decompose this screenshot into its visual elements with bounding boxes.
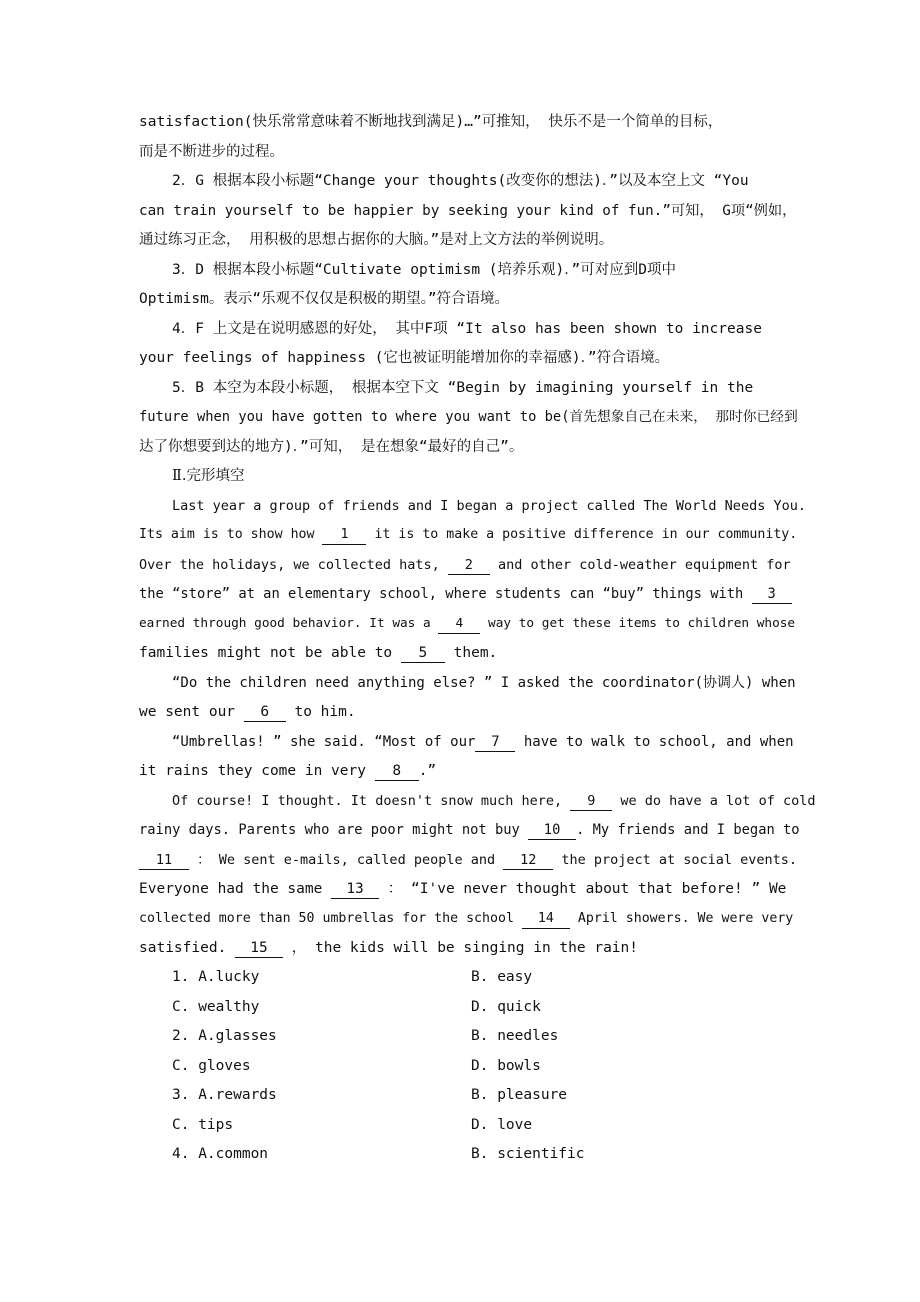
section-title: Ⅱ.完形填空 bbox=[172, 468, 245, 484]
passage-text: satisfied. bbox=[139, 940, 236, 956]
passage-line-1: Last year a group of friends and I began a project called The World Needs You. bbox=[172, 498, 806, 514]
blank-9: 9 bbox=[570, 792, 612, 811]
passage-line-6 bbox=[139, 643, 799, 663]
answer-4-line-1: 4．F 上文是在说明感恩的好处， 其中F项 “It also has been shown to increase bbox=[172, 321, 762, 337]
option-4a: 4. A.common bbox=[172, 1146, 269, 1162]
passage-text: have to walk to school, and when bbox=[515, 734, 794, 750]
passage-text: it rains they come in very bbox=[139, 763, 375, 779]
passage-text: collected more than 50 umbrellas for the school bbox=[139, 911, 522, 926]
passage-line-8 bbox=[139, 702, 799, 722]
passage-line-16 bbox=[139, 938, 799, 958]
option-1d: D. quick bbox=[471, 999, 541, 1015]
answer-5-line-1: 5．B 本空为本段小标题， 根据本空下文 “Begin by imagining yourself in the bbox=[172, 380, 754, 396]
answer-2-line-2: can train yourself to be happier by seeking your kind of fun.”可知， G项“例如， bbox=[139, 203, 797, 219]
passage-line-13 bbox=[139, 850, 799, 870]
answer-3-line-2: Optimism。表示“乐观不仅仅是积极的期望。”符合语境。 bbox=[139, 291, 510, 307]
passage-line-15 bbox=[139, 909, 799, 929]
option-1b: B. easy bbox=[471, 969, 533, 985]
answer-4-line-2: your feelings of happiness (它也被证明能增加你的幸福感)．”符合语境。 bbox=[139, 350, 670, 366]
passage-text: .” bbox=[418, 763, 437, 779]
passage-text: “Umbrellas! ” she said. “Most of our bbox=[172, 734, 476, 750]
answer-3-line-1: 3．D 根据本段小标题“Cultivate optimism (培养乐观)．”可对应到D项中 bbox=[172, 262, 676, 278]
passage-text: way to get these items to children whose bbox=[480, 616, 796, 631]
passage-text: the project at social events. bbox=[553, 852, 798, 868]
passage-text: Of course! I thought. It doesn't snow much here, bbox=[172, 793, 571, 809]
passage-line-14 bbox=[139, 879, 799, 899]
option-1a: 1. A.lucky bbox=[172, 969, 260, 985]
passage-line-2 bbox=[139, 525, 799, 545]
blank-3: 3 bbox=[752, 585, 792, 604]
answer-1-continued-line-2: 而是不断进步的过程。 bbox=[139, 144, 284, 160]
passage-text: the “store” at an elementary school, where students can “buy” things with bbox=[139, 586, 752, 602]
passage-text: Its aim is to show how bbox=[139, 527, 323, 542]
passage-text: April showers. We were very bbox=[569, 911, 794, 926]
passage-line-3 bbox=[139, 555, 799, 575]
option-3c: C. tips bbox=[172, 1117, 234, 1133]
blank-11: 11 bbox=[139, 851, 189, 870]
passage-text: to him. bbox=[285, 704, 356, 720]
passage-text: ， the kids will be singing in the rain! bbox=[283, 940, 638, 956]
passage-line-11 bbox=[172, 791, 816, 811]
passage-text: we sent our bbox=[139, 704, 244, 720]
passage-line-9 bbox=[172, 732, 802, 752]
blank-14: 14 bbox=[522, 910, 570, 929]
passage-text: Over the holidays, we collected hats, bbox=[139, 557, 448, 573]
passage-text: and other cold-weather equipment for bbox=[489, 557, 791, 573]
blank-10: 10 bbox=[528, 821, 576, 840]
passage-text: it is to make a positive difference in our community. bbox=[366, 527, 798, 542]
passage-line-4 bbox=[139, 584, 799, 604]
answer-2-line-3: 通过练习正念， 用积极的思想占据你的大脑。”是对上文方法的举例说明。 bbox=[139, 232, 614, 248]
option-2b: B. needles bbox=[471, 1028, 559, 1044]
blank-13: 13 bbox=[331, 880, 379, 899]
answer-1-continued-line-1: satisfaction(快乐常常意味着不断地找到满足)…”可推知， 快乐不是一个简单的目标， bbox=[139, 114, 723, 130]
passage-line-10 bbox=[139, 761, 799, 781]
blank-6: 6 bbox=[244, 703, 286, 722]
passage-text: . My friends and I began to bbox=[576, 822, 800, 838]
passage-text: Everyone had the same bbox=[139, 881, 332, 897]
blank-5: 5 bbox=[401, 644, 445, 663]
passage-text: earned through good behavior. It was a bbox=[139, 616, 439, 631]
answer-2-line-1: 2．G 根据本段小标题“Change your thoughts(改变你的想法)．”以及本空上文 “You bbox=[172, 173, 749, 189]
passage-line-12 bbox=[139, 820, 799, 840]
blank-7: 7 bbox=[475, 733, 515, 752]
option-2c: C. gloves bbox=[172, 1058, 251, 1074]
passage-text: ： “I've never thought about that before! ” We bbox=[379, 881, 787, 897]
blank-4: 4 bbox=[438, 615, 480, 634]
answer-5-line-3: 达了你想要到达的地方)．”可知， 是在想象“最好的自己”。 bbox=[139, 439, 524, 455]
passage-text: ： We sent e-mails, called people and bbox=[189, 852, 504, 868]
passage-text: rainy days. Parents who are poor might not buy bbox=[139, 822, 529, 838]
blank-1: 1 bbox=[322, 526, 366, 545]
option-3b: B. pleasure bbox=[471, 1087, 568, 1103]
blank-2: 2 bbox=[448, 556, 490, 575]
option-4b: B. scientific bbox=[471, 1146, 585, 1162]
option-3d: D. love bbox=[471, 1117, 533, 1133]
option-2a: 2. A.glasses bbox=[172, 1028, 277, 1044]
blank-15: 15 bbox=[235, 939, 283, 958]
option-2d: D. bowls bbox=[471, 1058, 541, 1074]
passage-line-7: “Do the children need anything else? ” I asked the coordinator(协调人) when bbox=[172, 675, 796, 691]
passage-text: them. bbox=[444, 645, 498, 661]
answer-5-line-2: future when you have gotten to where you want to be(首先想象自己在未来， 那时你已经到 bbox=[139, 409, 798, 425]
blank-12: 12 bbox=[503, 851, 553, 870]
passage-text: families might not be able to bbox=[139, 645, 401, 661]
passage-line-5 bbox=[139, 614, 799, 634]
option-3a: 3. A.rewards bbox=[172, 1087, 277, 1103]
option-1c: C. wealthy bbox=[172, 999, 260, 1015]
passage-text: we do have a lot of cold bbox=[612, 793, 816, 809]
blank-8: 8 bbox=[375, 762, 419, 781]
